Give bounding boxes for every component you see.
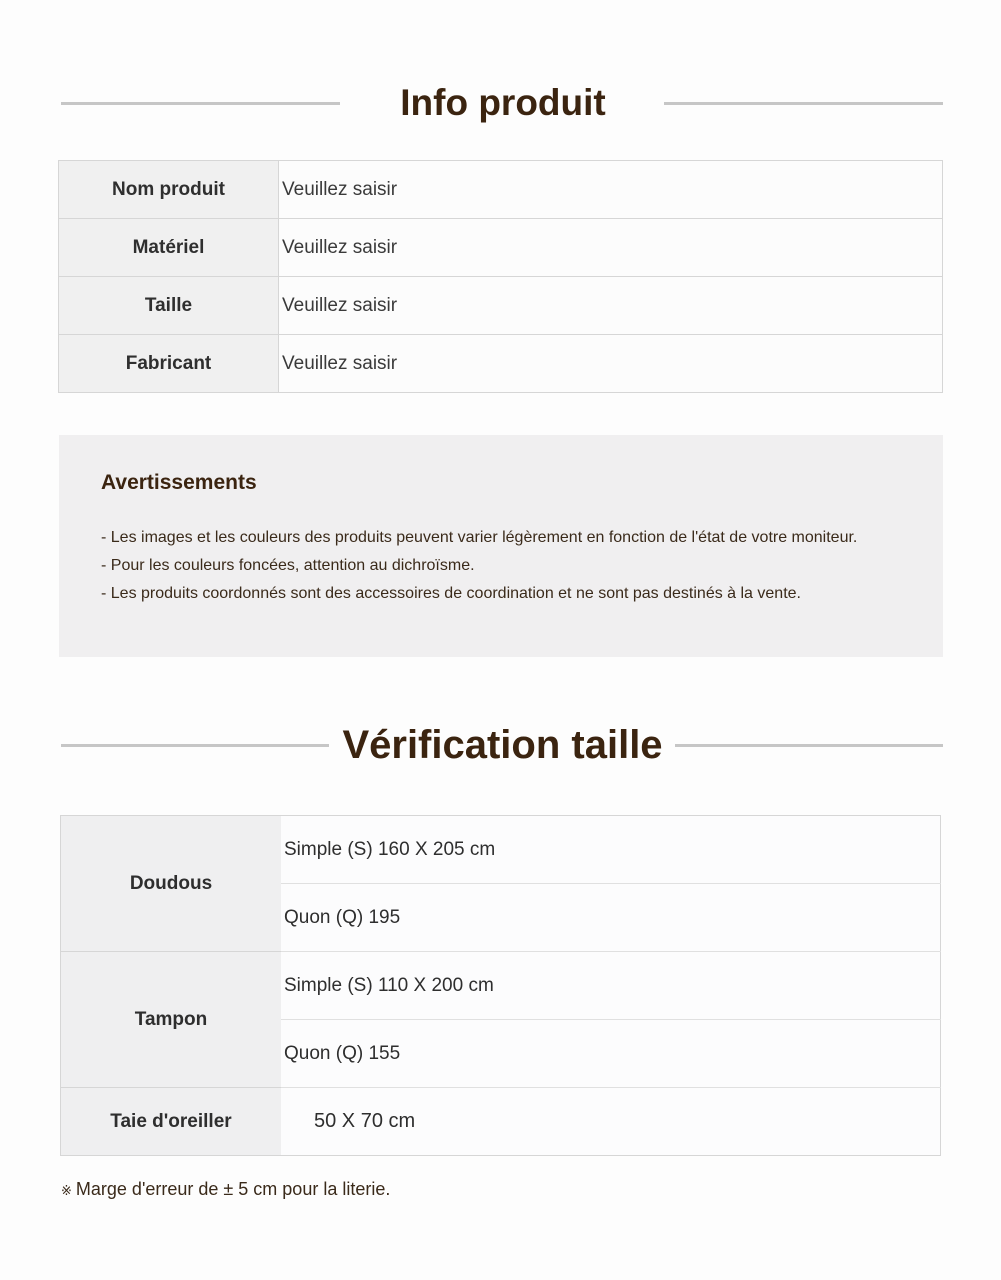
warning-line: - Pour les couleurs foncées, attention au dichroïsme. xyxy=(101,557,475,574)
heading-divider-right xyxy=(675,744,943,747)
info-label-manufacturer: Fabricant xyxy=(59,335,279,393)
size-footnote xyxy=(61,1179,390,1200)
product-info-table xyxy=(58,160,943,393)
size-value: 50 X 70 cm xyxy=(281,1088,941,1156)
heading-divider-right xyxy=(664,102,943,105)
size-label-pad: Tampon xyxy=(61,952,282,1088)
heading-divider-left xyxy=(61,102,340,105)
info-value-material: Veuillez saisir xyxy=(279,219,943,277)
warning-line: - Les produits coordonnés sont des accessoires de coordination et ne sont pas destinés à la vente. xyxy=(101,585,801,602)
info-label-material: Matériel xyxy=(59,219,279,277)
size-row xyxy=(61,1088,941,1156)
size-section-heading xyxy=(61,716,943,774)
info-row xyxy=(59,335,943,393)
warnings-box xyxy=(59,435,943,657)
info-label-name: Nom produit xyxy=(59,161,279,219)
size-label-duvet: Doudous xyxy=(61,816,282,952)
warnings-list xyxy=(101,524,931,608)
footnote-text: Marge d'erreur de ± 5 cm pour la literie. xyxy=(75,1179,391,1199)
info-value-name: Veuillez saisir xyxy=(279,161,943,219)
size-row xyxy=(61,816,941,884)
info-section-heading xyxy=(61,78,943,128)
size-section-title: Vérification taille xyxy=(342,722,663,767)
size-label-pillowcase: Taie d'oreiller xyxy=(61,1088,282,1156)
size-value: Quon (Q) 195 xyxy=(281,884,941,952)
warning-line: - Les images et les couleurs des produits peuvent varier légèrement en fonction de l'état de votre moniteur. xyxy=(101,529,858,546)
size-row xyxy=(61,952,941,1020)
size-value: Quon (Q) 155 xyxy=(281,1020,941,1088)
size-table xyxy=(60,815,941,1156)
info-row xyxy=(59,219,943,277)
info-section-title: Info produit xyxy=(400,82,606,123)
size-value: Simple (S) 110 X 200 cm xyxy=(281,952,941,1020)
info-row xyxy=(59,277,943,335)
info-value-manufacturer: Veuillez saisir xyxy=(279,335,943,393)
footnote-mark: ※ xyxy=(61,1183,72,1198)
info-label-size: Taille xyxy=(59,277,279,335)
heading-divider-left xyxy=(61,744,329,747)
warnings-title: Avertissements xyxy=(101,471,257,494)
size-value: Simple (S) 160 X 205 cm xyxy=(281,816,941,884)
info-value-size: Veuillez saisir xyxy=(279,277,943,335)
info-row xyxy=(59,161,943,219)
